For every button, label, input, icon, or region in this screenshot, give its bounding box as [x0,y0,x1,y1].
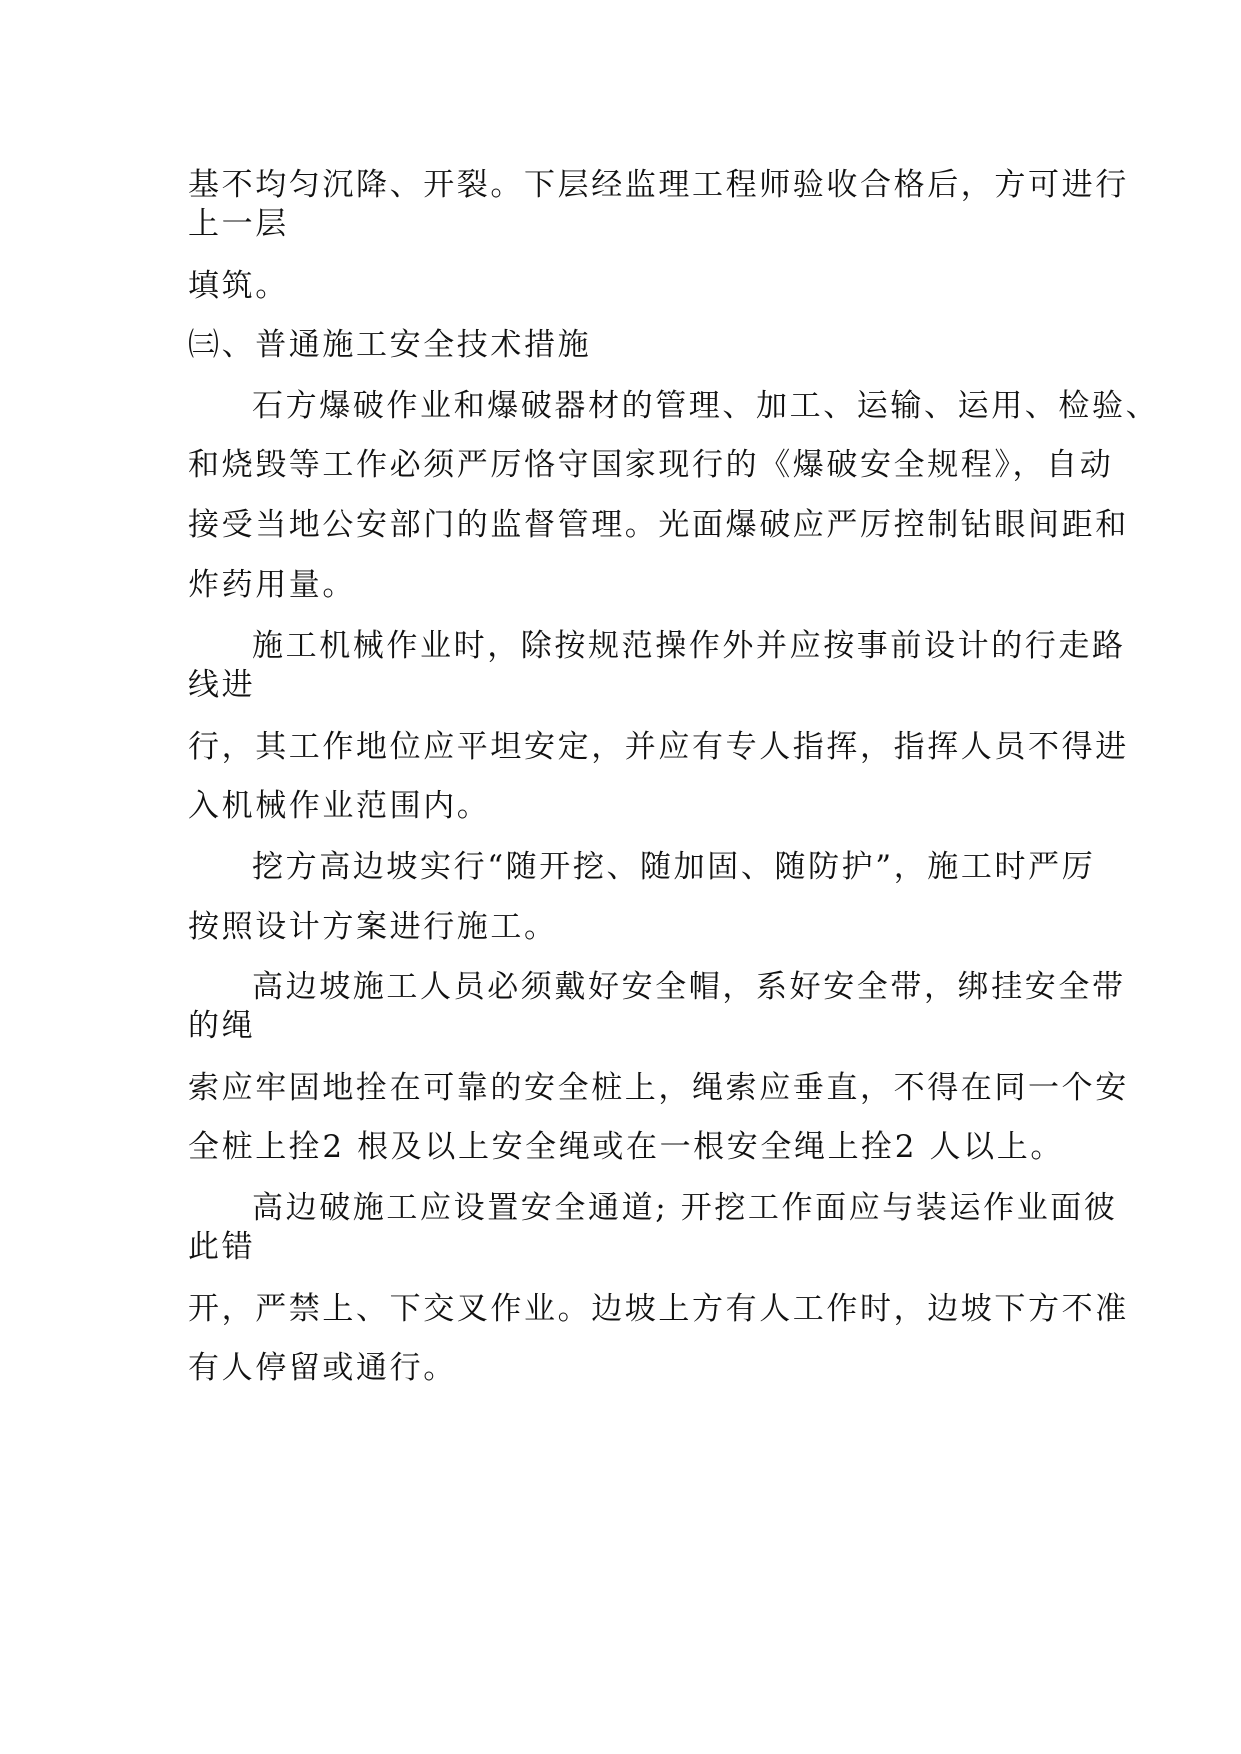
text-line: 有人停留或通行。 [188,1350,457,1386]
paragraph-line: 石方爆破作业和爆破器材的管理、加工、运输、运用、检验、 [252,388,1160,424]
text-line: 接受当地公安部门的监督管理。光面爆破应严厉控制钻眼间距和 [188,507,1129,543]
text-line: 开，严禁上、下交叉作业。边坡上方有人工作时，边坡下方不准 [188,1291,1129,1327]
text-line: 行，其工作地位应平坦安定，并应有专人指挥，指挥人员不得进 [188,729,1129,765]
text-line: 入机械作业范围内。 [188,788,491,824]
text-line: 此错 [188,1229,256,1265]
text-line: 线进 [188,667,256,703]
paragraph-line: 高边坡施工人员必须戴好安全帽，系好安全带，绑挂安全带 [252,969,1126,1005]
text-line: 按照设计方案进行施工。 [188,909,558,945]
section-heading: ㈢、普通施工安全技术措施 [188,327,592,363]
text-line: 炸药用量。 [188,567,356,603]
paragraph-line: 挖方高边坡实行“随开挖、随加固、随防护”，施工时严厉 [252,849,1096,885]
text-line: 的绳 [188,1008,256,1044]
text-line: 全桩上拴2 根及以上安全绳或在一根安全绳上拴2 人以上。 [188,1129,1064,1165]
paragraph-line: 高边破施工应设置安全通道; 开挖工作面应与装运作业面彼 [252,1190,1118,1226]
text-line: 填筑。 [188,268,289,304]
paragraph-line: 施工机械作业时，除按规范操作外并应按事前设计的行走路 [252,628,1126,664]
text-line: 索应牢固地拴在可靠的安全桩上，绳索应垂直，不得在同一个安 [188,1070,1129,1106]
text-line: 基不均匀沉降、开裂。下层经监理工程师验收合格后，方可进行 [188,167,1129,203]
text-line: 和烧毁等工作必须严厉恪守国家现行的《爆破安全规程》，自动 [188,447,1114,483]
text-line: 上一层 [188,206,289,242]
